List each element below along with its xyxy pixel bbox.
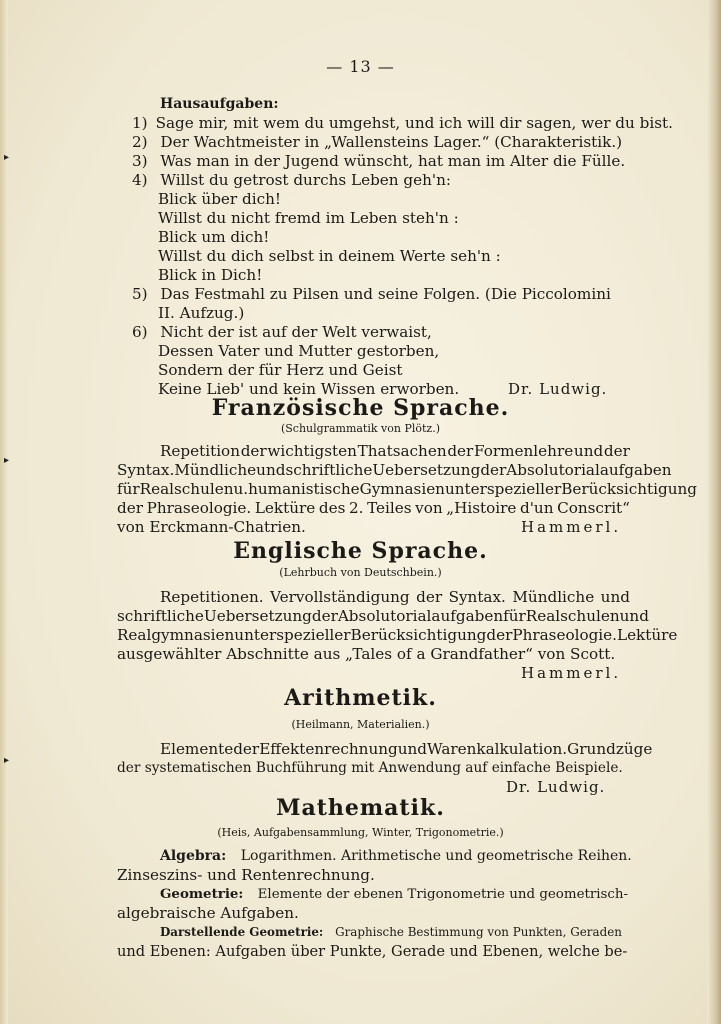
word: u. <box>233 480 249 498</box>
section-heading-arithmetik: Arithmetik. <box>284 685 437 711</box>
word: Gymnasien <box>359 480 445 498</box>
poem-line: Dessen Vater und Mutter gestorben, <box>158 342 440 360</box>
word: und <box>573 442 604 460</box>
paragraph-line: von Erckmann-Chatrien. <box>117 518 306 536</box>
word: der <box>233 740 260 758</box>
geometrie-line <box>160 885 628 904</box>
teacher-signature: Hammerl. <box>521 664 622 682</box>
paragraph-line <box>117 607 649 626</box>
algebra-line <box>160 847 632 866</box>
section-subtitle: (Lehrbuch von Deutschbein.) <box>279 566 442 579</box>
word: humanistische <box>248 480 360 498</box>
list-item <box>132 114 673 133</box>
paragraph-line <box>117 480 698 499</box>
section-heading-englisch: Englische Sprache. <box>233 538 488 564</box>
word: der <box>480 461 507 479</box>
word: Phraseologie. <box>512 626 617 644</box>
word: spezieller <box>276 626 351 644</box>
paragraph-line: Zinseszins- und Rentenrechnung. <box>117 866 375 884</box>
algebra-label: Algebra: <box>160 848 227 864</box>
item-number: 4) <box>132 171 148 189</box>
word: von <box>415 499 443 517</box>
word: Uebersetzung <box>372 461 481 479</box>
paragraph-line <box>117 626 678 645</box>
item-number: 5) <box>132 285 148 303</box>
word: Syntax. <box>448 588 506 606</box>
word: der <box>240 442 267 460</box>
word: für <box>117 480 140 498</box>
word: und <box>397 740 428 758</box>
margin-mark: ▸ <box>4 755 10 766</box>
teacher-signature: Hammerl. <box>521 518 622 536</box>
poem-line: Sondern der für Herz und Geist <box>158 361 403 379</box>
paragraph-line <box>117 499 630 518</box>
item-text: Willst du getrost durchs Leben geh'n: <box>160 171 451 189</box>
paragraph-line <box>160 588 630 607</box>
word: Lektüre <box>254 499 316 517</box>
word: Grundzüge <box>567 740 653 758</box>
word: Formenlehre <box>474 442 574 460</box>
word: Effektenrechnung <box>259 740 398 758</box>
word: schriftliche <box>285 461 373 479</box>
algebra-text: Logarithmen. Arithmetische und geometrische Reihen. <box>240 848 632 864</box>
page-edge <box>707 0 721 1024</box>
geometrie-text: Elemente der ebenen Trigonometrie und geometrisch- <box>257 887 629 902</box>
word: wichtigsten <box>267 442 357 460</box>
item-text: Nicht der ist auf der Welt verwaist, <box>160 323 432 341</box>
word: Absolutorialaufgaben <box>337 607 504 625</box>
paragraph-line: und Ebenen: Aufgaben über Punkte, Gerade und Ebenen, welche be- <box>117 943 628 960</box>
teacher-signature: Dr. Ludwig. <box>508 380 608 398</box>
darstellende-label: Darstellende Geometrie: <box>160 925 324 939</box>
page-number: — 13 — <box>326 57 395 76</box>
section-heading-mathematik: Mathematik. <box>276 795 445 821</box>
word: Berücksichtigung <box>350 626 487 644</box>
word: unter <box>444 480 487 498</box>
poem-line: Willst du dich selbst in deinem Werte seh'n : <box>158 247 501 265</box>
section-subtitle: (Heis, Aufgabensammlung, Winter, Trigonometrie.) <box>217 826 504 839</box>
word: des <box>318 499 346 517</box>
list-item <box>132 171 451 190</box>
poem-line: Willst du nicht fremd im Leben steh'n : <box>158 209 459 227</box>
geometrie-label: Geometrie: <box>160 886 244 902</box>
item-number: 2) <box>132 133 148 151</box>
word: „Histoire <box>446 499 517 517</box>
poem-line: Blick um dich! <box>158 228 270 246</box>
word: der <box>117 499 143 517</box>
list-item <box>132 133 622 152</box>
word: Phraseologie. <box>146 499 252 517</box>
list-item <box>132 152 625 171</box>
word: Uebersetzung <box>203 607 312 625</box>
word: spezieller <box>486 480 562 498</box>
item-text: Das Festmahl zu Pilsen und seine Folgen. (Die Piccolomini <box>160 285 611 303</box>
word: und <box>256 461 286 479</box>
paragraph-line: ausgewählter Abschnitte aus „Tales of a Grandfather“ von Scott. <box>117 645 616 663</box>
paragraph-line: algebraische Aufgaben. <box>117 904 299 922</box>
word: Absolutorialaufgaben <box>506 461 672 479</box>
word: der <box>486 626 513 644</box>
word: d'un <box>520 499 554 517</box>
word: schriftliche <box>117 607 204 625</box>
word: der <box>311 607 338 625</box>
item-number: 6) <box>132 323 148 341</box>
word: und <box>619 607 649 625</box>
word: Mündliche <box>174 461 257 479</box>
darstellende-line <box>160 923 622 942</box>
item-number: 1) <box>132 114 148 132</box>
word: der <box>447 442 474 460</box>
word: Realschulen <box>525 607 620 625</box>
margin-mark: ▸ <box>4 152 10 163</box>
teacher-signature: Dr. Ludwig. <box>506 778 606 796</box>
section-subtitle: (Schulgrammatik von Plötz.) <box>280 422 441 435</box>
hausaufgaben-label: Hausaufgaben: <box>160 96 279 112</box>
item-text: Sage mir, mit wem du umgehst, und ich will dir sagen, wer du bist. <box>155 114 673 132</box>
word: 2. <box>349 499 364 517</box>
word: Syntax. <box>117 461 175 479</box>
word: Elemente <box>160 740 234 758</box>
list-item <box>132 323 432 342</box>
word: für <box>503 607 526 625</box>
poem-line: Blick in Dich! <box>158 266 263 284</box>
word: Repetition <box>160 442 240 460</box>
paragraph-line: der systematischen Buchführung mit Anwendung auf einfache Beispiele. <box>117 760 623 776</box>
item-text: Der Wachtmeister in „Wallensteins Lager.“ (Charakteristik.) <box>160 133 623 151</box>
section-subtitle: (Heilmann, Materialien.) <box>291 718 430 731</box>
item-text: Was man in der Jugend wünscht, hat man im Alter die Fülle. <box>160 152 626 170</box>
word: der <box>603 442 630 460</box>
word: Teiles <box>367 499 412 517</box>
word: Mündliche <box>512 588 595 606</box>
word: und <box>600 588 630 606</box>
word: Vervollständigung <box>270 588 410 606</box>
word: Realgymnasien <box>117 626 235 644</box>
word: Berücksichtigung <box>561 480 698 498</box>
poem-line: Blick über dich! <box>158 190 281 208</box>
word: Thatsachen <box>357 442 447 460</box>
word: Lektüre <box>616 626 678 644</box>
word: Conscrit“ <box>557 499 630 517</box>
poem-line: Keine Lieb' und kein Wissen erworben. <box>158 380 460 398</box>
list-item-continuation: II. Aufzug.) <box>158 304 245 322</box>
paragraph-line <box>160 740 653 759</box>
word: der <box>416 588 443 606</box>
section-heading-franzoesisch: Französische Sprache. <box>211 395 510 421</box>
list-item <box>132 285 611 304</box>
word: unter <box>234 626 277 644</box>
darstellende-text: Graphische Bestimmung von Punkten, Geraden <box>335 925 622 939</box>
word: Realschulen <box>139 480 234 498</box>
paragraph-line <box>160 442 630 461</box>
paragraph-line <box>117 461 672 480</box>
word: Repetitionen. <box>160 588 264 606</box>
word: Warenkalkulation. <box>427 740 568 758</box>
margin-mark: ▸ <box>4 455 10 466</box>
item-number: 3) <box>132 152 148 170</box>
